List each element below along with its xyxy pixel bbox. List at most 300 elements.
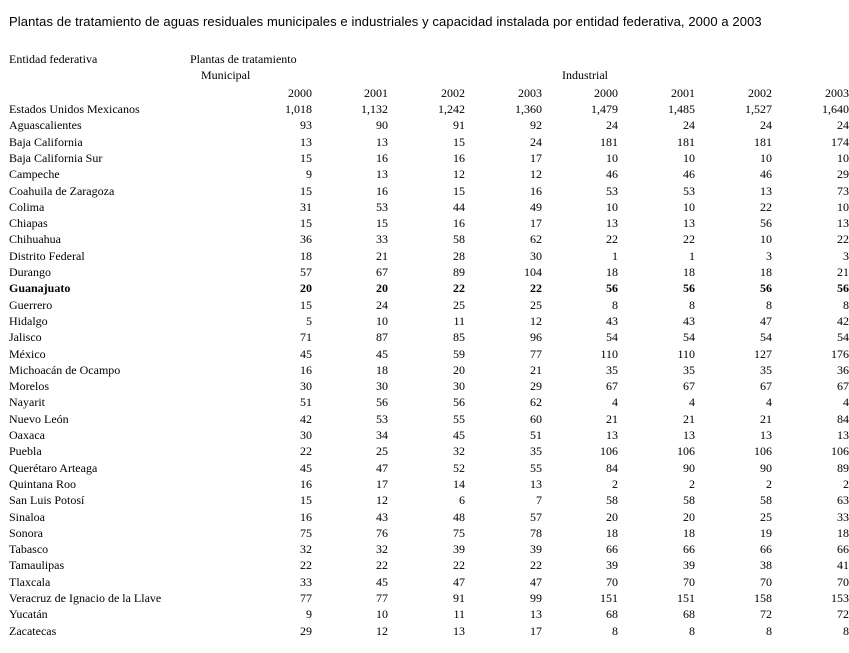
table-cell: 53	[606, 184, 618, 198]
table-cell: 1,360	[515, 102, 542, 116]
table-cell: 60	[530, 412, 542, 426]
table-cell: 75	[453, 526, 465, 540]
table-cell: 20	[376, 281, 388, 295]
table-cell: 43	[376, 510, 388, 524]
table-cell: 32	[376, 542, 388, 556]
table-cell: 22	[683, 232, 695, 246]
year-header: 2000	[288, 86, 312, 100]
entity-name: Tlaxcala	[9, 575, 51, 589]
municipal-header: Municipal	[201, 68, 251, 82]
table-cell: 13	[837, 428, 849, 442]
table-cell: 90	[683, 461, 695, 475]
table-cell: 66	[837, 542, 849, 556]
table-cell: 24	[530, 135, 542, 149]
table-cell: 176	[831, 347, 849, 361]
table-cell: 58	[453, 232, 465, 246]
table-cell: 28	[453, 249, 465, 263]
table-cell: 39	[683, 558, 695, 572]
table-cell: 67	[606, 379, 618, 393]
table-cell: 49	[530, 200, 542, 214]
table-cell: 22	[453, 558, 465, 572]
table-cell: 52	[453, 461, 465, 475]
table-cell: 30	[453, 379, 465, 393]
table-cell: 3	[766, 249, 772, 263]
table-cell: 46	[683, 167, 695, 181]
table-cell: 15	[453, 184, 465, 198]
table-cell: 78	[530, 526, 542, 540]
table-cell: 10	[683, 200, 695, 214]
table-cell: 21	[683, 412, 695, 426]
table-cell: 22	[837, 232, 849, 246]
table-cell: 15	[300, 184, 312, 198]
table-cell: 24	[606, 118, 618, 132]
table-cell: 14	[453, 477, 465, 491]
table-cell: 25	[376, 444, 388, 458]
table-cell: 62	[530, 395, 542, 409]
table-cell: 36	[300, 232, 312, 246]
table-cell: 4	[843, 395, 849, 409]
table-cell: 58	[760, 493, 772, 507]
table-cell: 13	[683, 428, 695, 442]
table-cell: 39	[453, 542, 465, 556]
table-cell: 89	[837, 461, 849, 475]
industrial-header: Industrial	[562, 68, 608, 82]
table-cell: 20	[453, 363, 465, 377]
table-cell: 12	[530, 167, 542, 181]
table-cell: 22	[606, 232, 618, 246]
table-cell: 58	[606, 493, 618, 507]
table-cell: 10	[837, 200, 849, 214]
entity-name: Oaxaca	[9, 428, 45, 442]
table-cell: 1	[689, 249, 695, 263]
table-cell: 72	[837, 607, 849, 621]
table-cell: 67	[683, 379, 695, 393]
table-cell: 13	[300, 135, 312, 149]
table-cell: 13	[376, 135, 388, 149]
table-cell: 39	[606, 558, 618, 572]
table-cell: 93	[300, 118, 312, 132]
entity-name: Zacatecas	[9, 624, 57, 638]
table-cell: 22	[300, 558, 312, 572]
year-header: 2003	[825, 86, 849, 100]
table-cell: 22	[300, 444, 312, 458]
table-cell: 25	[453, 298, 465, 312]
entity-name: Sinaloa	[9, 510, 45, 524]
table-cell: 8	[766, 298, 772, 312]
table-cell: 15	[300, 151, 312, 165]
table-cell: 4	[689, 395, 695, 409]
table-cell: 90	[760, 461, 772, 475]
table-cell: 58	[683, 493, 695, 507]
table-cell: 76	[376, 526, 388, 540]
table-cell: 35	[760, 363, 772, 377]
table-cell: 181	[677, 135, 695, 149]
table-cell: 29	[300, 624, 312, 638]
table-cell: 7	[536, 493, 542, 507]
table-cell: 18	[300, 249, 312, 263]
table-cell: 47	[530, 575, 542, 589]
table-cell: 45	[300, 461, 312, 475]
table-cell: 33	[837, 510, 849, 524]
table-cell: 2	[843, 477, 849, 491]
table-cell: 13	[376, 167, 388, 181]
table-cell: 20	[683, 510, 695, 524]
table-cell: 34	[376, 428, 388, 442]
table-cell: 22	[530, 281, 542, 295]
table-cell: 12	[376, 493, 388, 507]
table-cell: 8	[689, 298, 695, 312]
table-cell: 127	[754, 347, 772, 361]
table-cell: 110	[677, 347, 695, 361]
table-cell: 10	[683, 151, 695, 165]
entity-name: Yucatán	[9, 607, 48, 621]
table-cell: 22	[760, 200, 772, 214]
entity-name: Coahuila de Zaragoza	[9, 184, 115, 198]
table-cell: 30	[376, 379, 388, 393]
table-cell: 18	[760, 265, 772, 279]
table-cell: 45	[300, 347, 312, 361]
table-cell: 47	[376, 461, 388, 475]
table-cell: 67	[837, 379, 849, 393]
table-cell: 57	[530, 510, 542, 524]
table-cell: 44	[453, 200, 465, 214]
table-cell: 66	[683, 542, 695, 556]
table-cell: 2	[612, 477, 618, 491]
group-header: Plantas de tratamiento	[190, 52, 297, 66]
table-cell: 22	[530, 558, 542, 572]
entity-name: San Luis Potosí	[9, 493, 85, 507]
table-cell: 16	[530, 184, 542, 198]
table-cell: 31	[300, 200, 312, 214]
table-cell: 46	[606, 167, 618, 181]
table-cell: 15	[300, 216, 312, 230]
table-cell: 16	[453, 216, 465, 230]
table-cell: 4	[612, 395, 618, 409]
table-cell: 68	[606, 607, 618, 621]
table-cell: 181	[600, 135, 618, 149]
table-cell: 90	[376, 118, 388, 132]
table-cell: 13	[760, 184, 772, 198]
table-cell: 1,018	[285, 102, 312, 116]
table-cell: 56	[606, 281, 618, 295]
table-cell: 70	[837, 575, 849, 589]
table-cell: 10	[376, 314, 388, 328]
table-cell: 10	[760, 151, 772, 165]
table-cell: 84	[606, 461, 618, 475]
entity-name: México	[9, 347, 46, 361]
table-cell: 29	[530, 379, 542, 393]
table-cell: 15	[453, 135, 465, 149]
table-cell: 4	[766, 395, 772, 409]
table-cell: 21	[837, 265, 849, 279]
table-cell: 32	[453, 444, 465, 458]
table-cell: 3	[843, 249, 849, 263]
table-cell: 47	[760, 314, 772, 328]
entity-name: Colima	[9, 200, 45, 214]
table-cell: 16	[376, 151, 388, 165]
page-title: Plantas de tratamiento de aguas residuales municipales e industriales y capacidad instalada por entidad federativa, 2000 a 2003	[9, 14, 762, 29]
table-cell: 54	[683, 330, 695, 344]
table-cell: 13	[760, 428, 772, 442]
entity-name: Baja California	[9, 135, 83, 149]
table-cell: 70	[760, 575, 772, 589]
entity-name: Aguascalientes	[9, 118, 82, 132]
table-cell: 51	[530, 428, 542, 442]
table-cell: 56	[760, 281, 772, 295]
table-cell: 73	[837, 184, 849, 198]
table-cell: 106	[754, 444, 772, 458]
table-cell: 21	[606, 412, 618, 426]
entity-name: Tabasco	[9, 542, 49, 556]
table-cell: 10	[606, 200, 618, 214]
year-header: 2001	[671, 86, 695, 100]
table-cell: 18	[683, 265, 695, 279]
table-cell: 77	[300, 591, 312, 605]
table-cell: 68	[683, 607, 695, 621]
table-cell: 16	[300, 477, 312, 491]
table-cell: 77	[376, 591, 388, 605]
table-cell: 110	[600, 347, 618, 361]
table-cell: 13	[837, 216, 849, 230]
table-cell: 2	[689, 477, 695, 491]
table-cell: 24	[760, 118, 772, 132]
table-cell: 174	[831, 135, 849, 149]
table-cell: 53	[376, 412, 388, 426]
table-cell: 47	[453, 575, 465, 589]
table-cell: 30	[300, 379, 312, 393]
table-cell: 13	[606, 216, 618, 230]
table-cell: 92	[530, 118, 542, 132]
table-cell: 99	[530, 591, 542, 605]
table-cell: 1,132	[361, 102, 388, 116]
table-cell: 181	[754, 135, 772, 149]
table-cell: 45	[453, 428, 465, 442]
table-cell: 45	[376, 575, 388, 589]
table-cell: 16	[300, 510, 312, 524]
table-cell: 104	[524, 265, 542, 279]
table-cell: 2	[766, 477, 772, 491]
entity-name: Distrito Federal	[9, 249, 85, 263]
table-cell: 38	[760, 558, 772, 572]
entity-name: Durango	[9, 265, 51, 279]
table-cell: 10	[760, 232, 772, 246]
table-cell: 151	[600, 591, 618, 605]
table-cell: 25	[760, 510, 772, 524]
year-header: 2001	[364, 86, 388, 100]
table-cell: 6	[459, 493, 465, 507]
table-cell: 17	[530, 216, 542, 230]
table-cell: 43	[606, 314, 618, 328]
table-cell: 21	[376, 249, 388, 263]
table-cell: 13	[683, 216, 695, 230]
table-cell: 42	[300, 412, 312, 426]
table-cell: 11	[453, 607, 465, 621]
table-cell: 1	[612, 249, 618, 263]
table-cell: 19	[760, 526, 772, 540]
table-cell: 70	[606, 575, 618, 589]
table-cell: 10	[837, 151, 849, 165]
table-cell: 55	[530, 461, 542, 475]
table-cell: 84	[837, 412, 849, 426]
table-cell: 13	[606, 428, 618, 442]
entity-name: Chihuahua	[9, 232, 61, 246]
table-cell: 54	[837, 330, 849, 344]
table-cell: 66	[760, 542, 772, 556]
table-cell: 16	[453, 151, 465, 165]
table-cell: 29	[837, 167, 849, 181]
table-cell: 106	[677, 444, 695, 458]
table-cell: 53	[376, 200, 388, 214]
entity-name: Hidalgo	[9, 314, 48, 328]
table-cell: 54	[760, 330, 772, 344]
table-cell: 56	[760, 216, 772, 230]
table-cell: 153	[831, 591, 849, 605]
year-header: 2002	[441, 86, 465, 100]
table-cell: 12	[376, 624, 388, 638]
entity-name: Veracruz de Ignacio de la Llave	[9, 591, 162, 605]
table-cell: 9	[306, 607, 312, 621]
entity-name: Baja California Sur	[9, 151, 103, 165]
table-cell: 151	[677, 591, 695, 605]
entity-name: Puebla	[9, 444, 42, 458]
entity-name: Nuevo León	[9, 412, 69, 426]
year-header: 2000	[594, 86, 618, 100]
table-cell: 56	[837, 281, 849, 295]
table-cell: 36	[837, 363, 849, 377]
table-cell: 24	[837, 118, 849, 132]
table-cell: 57	[300, 265, 312, 279]
table-cell: 62	[530, 232, 542, 246]
table-cell: 18	[606, 526, 618, 540]
table-cell: 8	[612, 298, 618, 312]
table-cell: 30	[300, 428, 312, 442]
table-cell: 75	[300, 526, 312, 540]
table-cell: 35	[530, 444, 542, 458]
table-cell: 1,242	[438, 102, 465, 116]
table-cell: 8	[612, 624, 618, 638]
entity-name: Quintana Roo	[9, 477, 76, 491]
table-cell: 20	[300, 281, 312, 295]
table-cell: 96	[530, 330, 542, 344]
table-cell: 106	[600, 444, 618, 458]
entity-name: Jalisco	[9, 330, 42, 344]
table-cell: 8	[843, 298, 849, 312]
entity-name: Nayarit	[9, 395, 45, 409]
table-cell: 25	[530, 298, 542, 312]
entity-name: Morelos	[9, 379, 49, 393]
table-cell: 18	[606, 265, 618, 279]
table-cell: 17	[530, 624, 542, 638]
year-header: 2003	[518, 86, 542, 100]
table-cell: 9	[306, 167, 312, 181]
table-cell: 8	[689, 624, 695, 638]
table-cell: 8	[766, 624, 772, 638]
table-cell: 39	[530, 542, 542, 556]
entity-name: Sonora	[9, 526, 43, 540]
table-cell: 56	[683, 281, 695, 295]
table-cell: 12	[453, 167, 465, 181]
table-cell: 18	[683, 526, 695, 540]
table-cell: 56	[453, 395, 465, 409]
table-cell: 20	[606, 510, 618, 524]
table-cell: 13	[453, 624, 465, 638]
table-cell: 85	[453, 330, 465, 344]
table-cell: 5	[306, 314, 312, 328]
table-cell: 15	[300, 493, 312, 507]
table-cell: 17	[530, 151, 542, 165]
table-cell: 45	[376, 347, 388, 361]
table-cell: 1,527	[745, 102, 772, 116]
table-cell: 30	[530, 249, 542, 263]
table-cell: 46	[760, 167, 772, 181]
table-cell: 35	[683, 363, 695, 377]
entity-name: Estados Unidos Mexicanos	[9, 102, 140, 116]
table-cell: 56	[376, 395, 388, 409]
table-cell: 24	[683, 118, 695, 132]
table-cell: 87	[376, 330, 388, 344]
table-cell: 33	[300, 575, 312, 589]
table-cell: 89	[453, 265, 465, 279]
table-cell: 22	[453, 281, 465, 295]
table-cell: 11	[453, 314, 465, 328]
table-cell: 1,479	[591, 102, 618, 116]
table-cell: 32	[300, 542, 312, 556]
entity-name: Guerrero	[9, 298, 53, 312]
table-cell: 33	[376, 232, 388, 246]
entity-name: Querétaro Arteaga	[9, 461, 98, 475]
table-cell: 48	[453, 510, 465, 524]
table-cell: 70	[683, 575, 695, 589]
entity-name: Tamaulipas	[9, 558, 65, 572]
table-cell: 10	[606, 151, 618, 165]
table-cell: 18	[837, 526, 849, 540]
table-cell: 51	[300, 395, 312, 409]
table-cell: 18	[376, 363, 388, 377]
table-cell: 53	[683, 184, 695, 198]
table-cell: 15	[376, 216, 388, 230]
table-cell: 91	[453, 118, 465, 132]
table-cell: 13	[530, 477, 542, 491]
table-cell: 22	[376, 558, 388, 572]
table-cell: 63	[837, 493, 849, 507]
table-cell: 59	[453, 347, 465, 361]
table-cell: 16	[300, 363, 312, 377]
table-cell: 72	[760, 607, 772, 621]
table-cell: 66	[606, 542, 618, 556]
entity-column-header: Entidad federativa	[9, 52, 98, 66]
table-cell: 21	[760, 412, 772, 426]
table-cell: 42	[837, 314, 849, 328]
table-cell: 43	[683, 314, 695, 328]
table-cell: 21	[530, 363, 542, 377]
entity-name: Guanajuato	[9, 281, 71, 295]
table-cell: 35	[606, 363, 618, 377]
table-cell: 16	[376, 184, 388, 198]
table-cell: 55	[453, 412, 465, 426]
table-cell: 91	[453, 591, 465, 605]
entity-name: Michoacán de Ocampo	[9, 363, 121, 377]
entity-name: Campeche	[9, 167, 60, 181]
table-cell: 41	[837, 558, 849, 572]
table-cell: 24	[376, 298, 388, 312]
table-cell: 1,485	[668, 102, 695, 116]
entity-name: Chiapas	[9, 216, 48, 230]
table-cell: 17	[376, 477, 388, 491]
table-cell: 12	[530, 314, 542, 328]
table-cell: 77	[530, 347, 542, 361]
table-cell: 106	[831, 444, 849, 458]
table-cell: 158	[754, 591, 772, 605]
